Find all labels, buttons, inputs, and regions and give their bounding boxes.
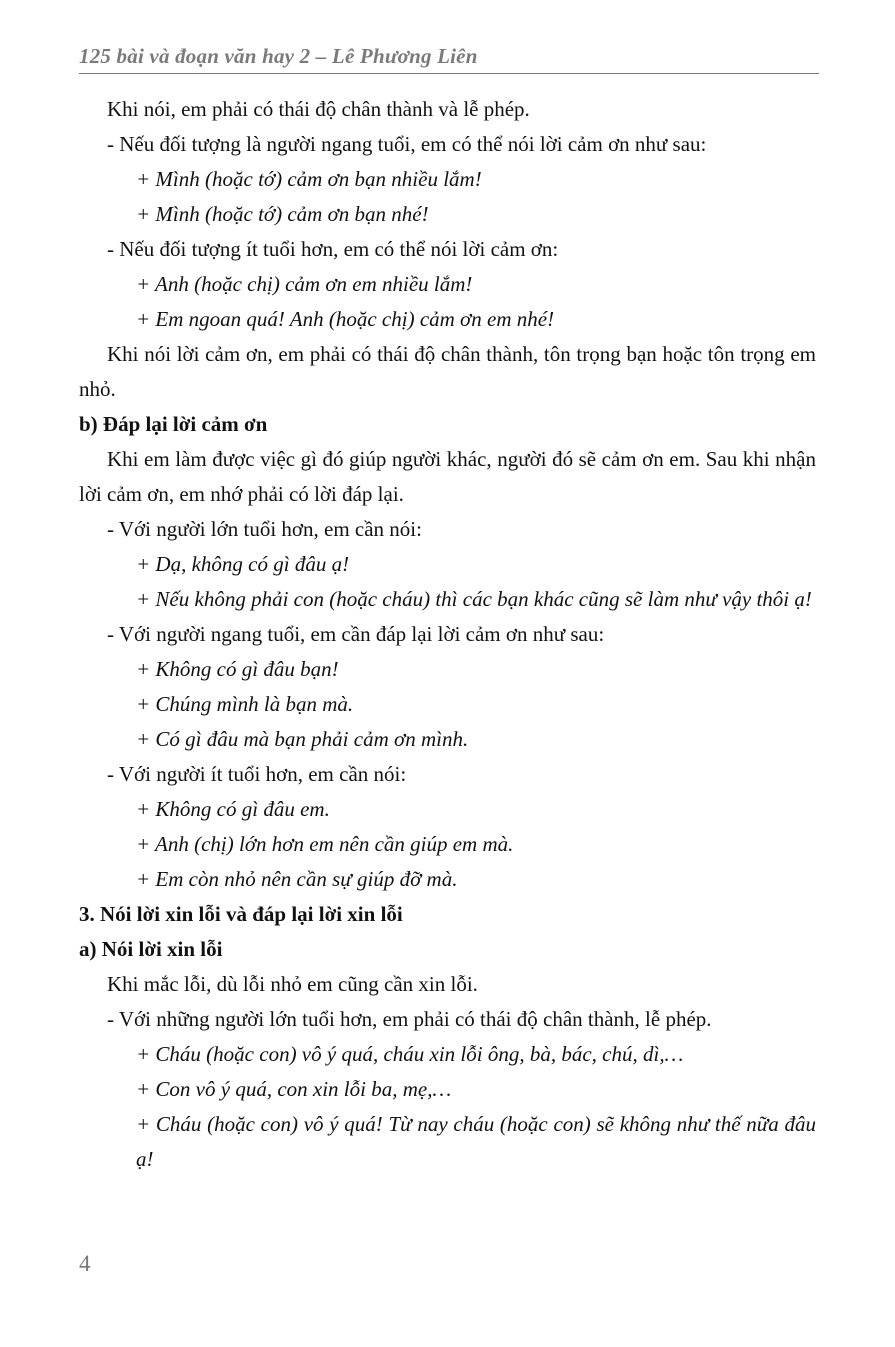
example-item: + Dạ, không có gì đâu ạ! — [136, 552, 350, 576]
example-item: + Mình (hoặc tớ) cảm ơn bạn nhiều lắm! — [136, 167, 482, 191]
dash-item: - Với người ít tuổi hơn, em cần nói: — [107, 762, 407, 786]
dash-item: - Nếu đối tượng là người ngang tuổi, em có thể nói lời cảm ơn như sau: — [107, 132, 707, 156]
header-rule — [79, 73, 819, 74]
dash-item: - Nếu đối tượng ít tuổi hơn, em có thể nói lời cảm ơn: — [107, 237, 559, 261]
example-item: + Anh (chị) lớn hơn em nên cần giúp em mà. — [136, 832, 514, 856]
example-item: + Anh (hoặc chị) cảm ơn em nhiều lắm! — [136, 272, 473, 296]
example-item: + Em còn nhỏ nên cần sự giúp đỡ mà. — [136, 867, 458, 891]
dash-item: - Với những người lớn tuổi hơn, em phải có thái độ chân thành, lễ phép. — [107, 1007, 712, 1031]
section-heading: b) Đáp lại lời cảm ơn — [79, 412, 268, 436]
example-item: + Con vô ý quá, con xin lỗi ba, mẹ,… — [136, 1077, 452, 1101]
running-header: 125 bài và đoạn văn hay 2 – Lê Phương Liên — [79, 44, 478, 68]
example-item: + Chúng mình là bạn mà. — [136, 692, 354, 716]
example-item: + Cháu (hoặc con) vô ý quá, cháu xin lỗi ông, bà, bác, chú, dì,… — [136, 1042, 684, 1066]
paragraph: Khi nói lời cảm ơn, em phải có thái độ chân thành, tôn trọng bạn hoặc tôn trọng em nhỏ. — [79, 342, 816, 401]
example-item: + Không có gì đâu em. — [136, 797, 330, 821]
example-item: + Không có gì đâu bạn! — [136, 657, 339, 681]
paragraph: Khi em làm được việc gì đó giúp người khác, người đó sẽ cảm ơn em. Sau khi nhận lời cảm ơn, em nhớ phải có lời đáp lại. — [79, 447, 816, 506]
example-item: + Em ngoan quá! Anh (hoặc chị) cảm ơn em nhé! — [136, 307, 555, 331]
example-item: + Nếu không phải con (hoặc cháu) thì các bạn khác cũng sẽ làm như vậy thôi ạ! — [136, 587, 812, 611]
page-body — [79, 92, 816, 1177]
subsection-heading: a) Nói lời xin lỗi — [79, 937, 223, 961]
section-heading: 3. Nói lời xin lỗi và đáp lại lời xin lỗi — [79, 902, 403, 926]
example-item: + Cháu (hoặc con) vô ý quá! Từ nay cháu (hoặc con) sẽ không như thế nữa đâu ạ! — [136, 1112, 816, 1171]
page-number: 4 — [79, 1251, 91, 1276]
paragraph: Khi mắc lỗi, dù lỗi nhỏ em cũng cần xin lỗi. — [107, 972, 478, 996]
example-item: + Có gì đâu mà bạn phải cảm ơn mình. — [136, 727, 469, 751]
paragraph: Khi nói, em phải có thái độ chân thành và lễ phép. — [107, 97, 530, 121]
dash-item: - Với người lớn tuổi hơn, em cần nói: — [107, 517, 422, 541]
dash-item: - Với người ngang tuổi, em cần đáp lại lời cảm ơn như sau: — [107, 622, 605, 646]
example-item: + Mình (hoặc tớ) cảm ơn bạn nhé! — [136, 202, 429, 226]
